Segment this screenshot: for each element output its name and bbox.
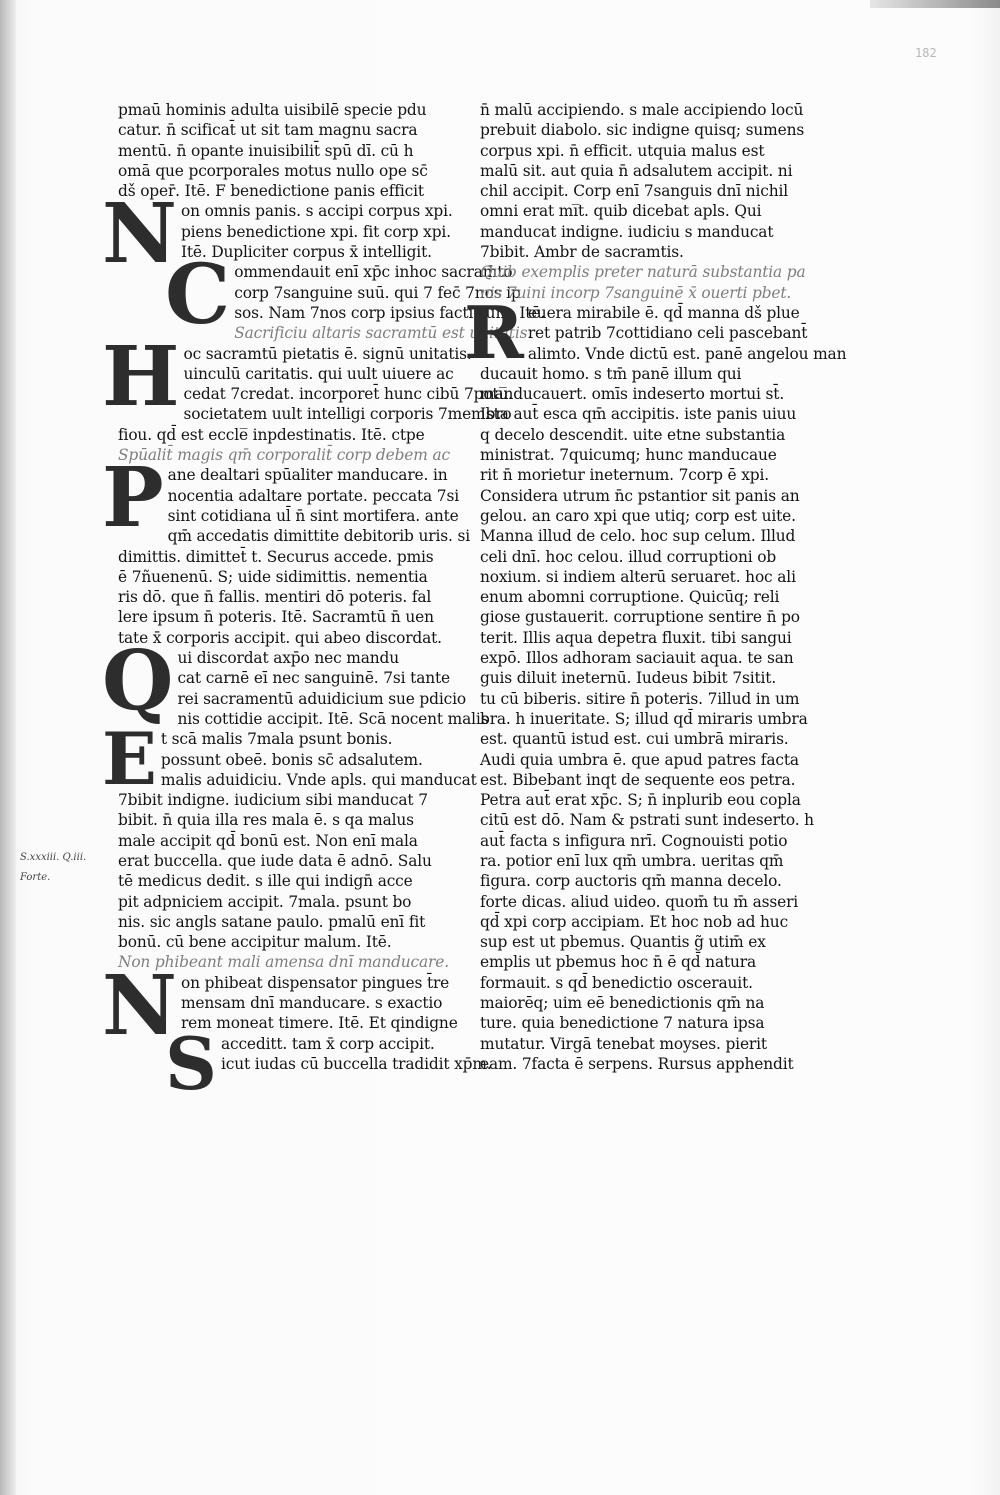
text-line: tu cū biberis. sitire n̄ poteris. 7illud in um: [480, 689, 800, 708]
text-line: qd̄ xpi corp accipiam. Et hoc nob ad huc: [480, 912, 789, 931]
text-line: sos. Nam 7nos corp ipsius facti sum̄. Itē.: [234, 303, 546, 322]
decorated-initial: Q: [102, 633, 174, 730]
text-line: fiou. qd̄ est eccle̅ inpdestinatis. Itē. ctpe: [118, 425, 425, 444]
binding-gutter: [0, 0, 16, 1495]
text-line: erat buccella. que iude data ē adnō. Salu: [118, 851, 432, 870]
text-line: ane dealtari spūaliter manducare. in: [167, 466, 448, 485]
text-line: possunt obeē. bonis sc̄ adsalutem.: [160, 750, 423, 769]
text-line: ministrat. 7quicumq; hunc manducaue: [480, 446, 777, 465]
text-line: forte dicas. aliud uideo. quom̄ tu m̄ asseri: [480, 892, 799, 911]
folio-number: 182: [915, 46, 937, 60]
text-line: prebuit diabolo. sic indigne quisq; sumens: [480, 121, 805, 140]
text-line: acceditt. tam x̄ corp accipit.: [220, 1034, 435, 1053]
text-line: enum abomni corruptione. Quicūq; reli: [480, 588, 780, 607]
text-line: euera mirabile ē. qd̄ manna dš plue: [527, 303, 800, 322]
rubric-line: Spūalit̄ magis qm̄ corporalit̄ corp debem ac: [118, 446, 450, 465]
text-line: Ista aut̄ esca qm̄ accipitis. iste panis uiuu: [480, 405, 797, 424]
text-line: ris dō. que n̄ fallis. mentiri dō poteris. fal: [118, 588, 432, 607]
text-line: terit. Illis aqua depetra fluxit. tibi sangui: [480, 628, 792, 647]
text-line: on phibeat dispensator pingues t̄re: [180, 973, 450, 992]
text-line: tate x̄ corporis accipit. qui abeo discordat.: [118, 628, 442, 647]
text-line: maiorēq; uim eē benedictionis qm̄ na: [480, 994, 765, 1013]
text-line: uinculū caritatis. qui uult uiuere ac: [183, 364, 454, 383]
text-line: manducat indigne. iudiciu s manducat: [480, 222, 774, 241]
text-line: cedat 7credat. incorporet̄ hunc cibū 7potu̅.: [183, 385, 513, 404]
text-line: alimto. Vnde dictū est. panē angelou man: [527, 344, 847, 363]
decorated-initial: N: [102, 957, 177, 1054]
text-line: corp 7sanguine suū. qui 7 fec̄ 7nos ip: [234, 283, 521, 302]
text-line: malū sit. aut quia n̄ adsalutem accipit. ni: [480, 161, 793, 180]
right-text-column: [464, 100, 847, 1074]
text-line: corpus xpi. n̄ efficit. utquia malus est: [480, 141, 765, 160]
decorated-initial: E: [102, 716, 157, 802]
text-line: giose gustauerit. corruptione sentire n̄ po: [480, 608, 800, 627]
text-line: mutatur. Virgā tenebat moyses. pierit: [480, 1034, 767, 1053]
text-line: noxium. si indiem alterū seruaret. hoc ali: [480, 567, 796, 586]
text-line: Petra aut̄ erat xp̄c. S; n̄ inplurib eou copla: [480, 791, 801, 810]
decorated-initial: R: [464, 289, 524, 375]
text-line: celi dnī. hoc celou. illud corruptioni ob: [480, 547, 777, 566]
margin-note-line: S.xxxiii. Q.iii.: [20, 852, 87, 863]
rubric-line: Quib exemplis preter naturā substantia pa: [480, 263, 806, 282]
text-line: omā que pcorporales motus nullo ope sc̄: [118, 161, 428, 180]
text-line: cat carnē eī nec sanguinē. 7si tante: [177, 669, 450, 688]
text-line: eam. 7facta ē serpens. Rursus apphendit: [480, 1054, 794, 1073]
text-line: oc sacramtū pietatis ē. signū unitatis.: [183, 344, 472, 363]
text-line: nis. sic angls satane paulo. pmalū enī fit: [118, 912, 426, 931]
text-line: tē medicus dedit. s ille qui indign̄ acce: [118, 872, 413, 891]
text-line: emplis ut pbemus hoc n̄ ē qd̄ natura: [480, 953, 756, 972]
text-line: nis cottidie accipit. Itē. Scā nocent malis: [177, 709, 489, 728]
text-line: bonū. cū bene accipitur malum. Itē.: [118, 933, 392, 952]
text-line: manducauert. omīs indeserto mortui st̄.: [480, 385, 785, 404]
text-line: bibit. n̄ quia illa res mala ē. s qa malus: [118, 811, 414, 830]
text-line: rem moneat timere. Itē. Et qindigne: [180, 1014, 458, 1033]
text-line: mensam dnī manducare. s exactio: [180, 994, 443, 1013]
text-line: n̄ malū accipiendo. s male accipiendo locū: [480, 101, 804, 119]
text-line: ducauit homo. s tm̄ panē illum qui: [480, 364, 742, 383]
text-line: sint cotidiana ul̄ n̄ sint mortifera. ante: [167, 506, 459, 525]
text-line: pmaū hominis adulta uisibilē specie pdu: [118, 101, 427, 119]
decorated-initial: H: [102, 328, 180, 425]
text-line: lere ipsum n̄ poteris. Itē. Sacramtū n̄ uen: [118, 608, 434, 627]
text-line: est. quantū istud est. cui umbrā miraris.: [480, 730, 789, 749]
text-line: rei sacramentū aduidicium sue pdicio: [177, 689, 466, 708]
rubric-line: nis 7uini incorp 7sanguinē x̄ ouerti pbet.: [480, 283, 792, 302]
text-line: icut iudas cū buccella tradidit xp̄m.: [220, 1054, 492, 1073]
rubric-line: Sacrificiu altaris sacramtū est unitatis.: [234, 324, 533, 343]
text-line: ra. potior enī lux qm̄ umbra. ueritas qm̄: [480, 851, 784, 870]
text-line: t scā malis 7mala psunt bonis.: [160, 730, 393, 749]
text-line: 7bibit indigne. iudicium sibi manducat 7: [118, 791, 428, 810]
text-line: piens benedictione xpi. fit corp xpi.: [180, 222, 451, 241]
text-line: pit adpniciem accipit. 7mala. psunt bo: [118, 892, 412, 911]
text-line: guis diluit ineternū. Iudeus bibit 7sitit.: [480, 669, 777, 688]
text-line: citū est dō. Nam & pstrati sunt indeserto. h: [480, 811, 814, 830]
left-text-column: [102, 100, 546, 1106]
text-line: Considera utrum n̄c pstantior sit panis an: [480, 486, 800, 505]
text-line: ommendauit enī xp̄c inhoc sacram̄to: [234, 263, 513, 282]
text-line: ē 7ñuenenū. S; uide sidimittis. nementia: [118, 567, 428, 586]
rubric-line: Non phibeant mali amensa dnī manducare.: [118, 953, 449, 972]
text-line: sup est ut pbemus. Quantis g̃ utim̄ ex: [480, 933, 766, 952]
margin-note: [20, 848, 86, 888]
text-line: dimittis. dimittet̄ t. Securus accede. pmis: [118, 547, 434, 566]
text-line: male accipit qd̄ bonū est. Non enī mala: [118, 831, 418, 850]
text-line: mentū. n̄ opante inuisibilit̄ spū dī. cū h: [118, 141, 414, 160]
decorated-initial: N: [102, 186, 177, 283]
text-line: formauit. s qd̄ benedictio oscerauit.: [480, 973, 753, 992]
text-line: malis aduidiciu. Vnde apls. qui manducat: [160, 770, 477, 789]
text-line: ui discordat axp̄o nec mandu: [177, 649, 399, 668]
page-edge-shadow: [870, 0, 1000, 8]
text-line: bra. h inueritate. S; illud qd̄ miraris umbra: [480, 709, 808, 728]
text-line: nocentia adaltare portate. peccata 7si: [167, 486, 459, 505]
text-line: omni erat mi̅t. quib dicebat apls. Qui: [480, 202, 762, 221]
margin-note-line: Forte.: [20, 872, 51, 883]
text-line: dš oper̄. Itē. F benedictione panis efficit: [118, 182, 424, 201]
text-line: Audi quia umbra ē. que apud patres facta: [480, 750, 799, 769]
text-line: ture. quia benedictione 7 natura ipsa: [480, 1014, 765, 1033]
text-line: rit n̄ morietur ineternum. 7corp ē xpi.: [480, 466, 769, 485]
text-line: qm̄ accedatis dimittite debitorib uris. si: [167, 527, 470, 546]
text-line: on omnis panis. s accipi corpus xpi.: [180, 202, 453, 221]
decorated-initial: P: [102, 450, 164, 547]
text-line: figura. corp auctoris qm̄ manna decelo.: [480, 872, 782, 891]
text-line: est. Bibebant inqt de sequente eos petra.: [480, 770, 796, 789]
text-line: 7bibit. Ambr de sacramtis.: [480, 243, 684, 262]
text-line: aut̄ facta s infigura nrī. Cognouisti potio: [480, 831, 788, 850]
decorated-initial: C: [164, 247, 231, 344]
decorated-initial: S: [164, 1020, 217, 1106]
text-line: expō. Illos adhoram saciauit aqua. te san: [480, 649, 794, 668]
text-line: ret patrib 7cottidiano celi pascebant̄: [527, 324, 808, 343]
text-line: gelou. an caro xpi que utiq; corp est uite.: [480, 506, 796, 525]
text-line: Manna illud de celo. hoc sup celum. Illud: [480, 527, 796, 546]
text-line: societatem uult intelligi corporis 7membro: [183, 405, 512, 424]
text-line: catur. n̄ scificat̄ ut sit tam magnu sacra: [118, 121, 418, 140]
text-line: Itē. Dupliciter corpus x̄ intelligit.: [180, 243, 432, 262]
text-line: chil accipit. Corp enī 7sanguis dnī nichil: [480, 182, 789, 201]
text-line: q decelo descendit. uite etne substantia: [480, 425, 786, 444]
